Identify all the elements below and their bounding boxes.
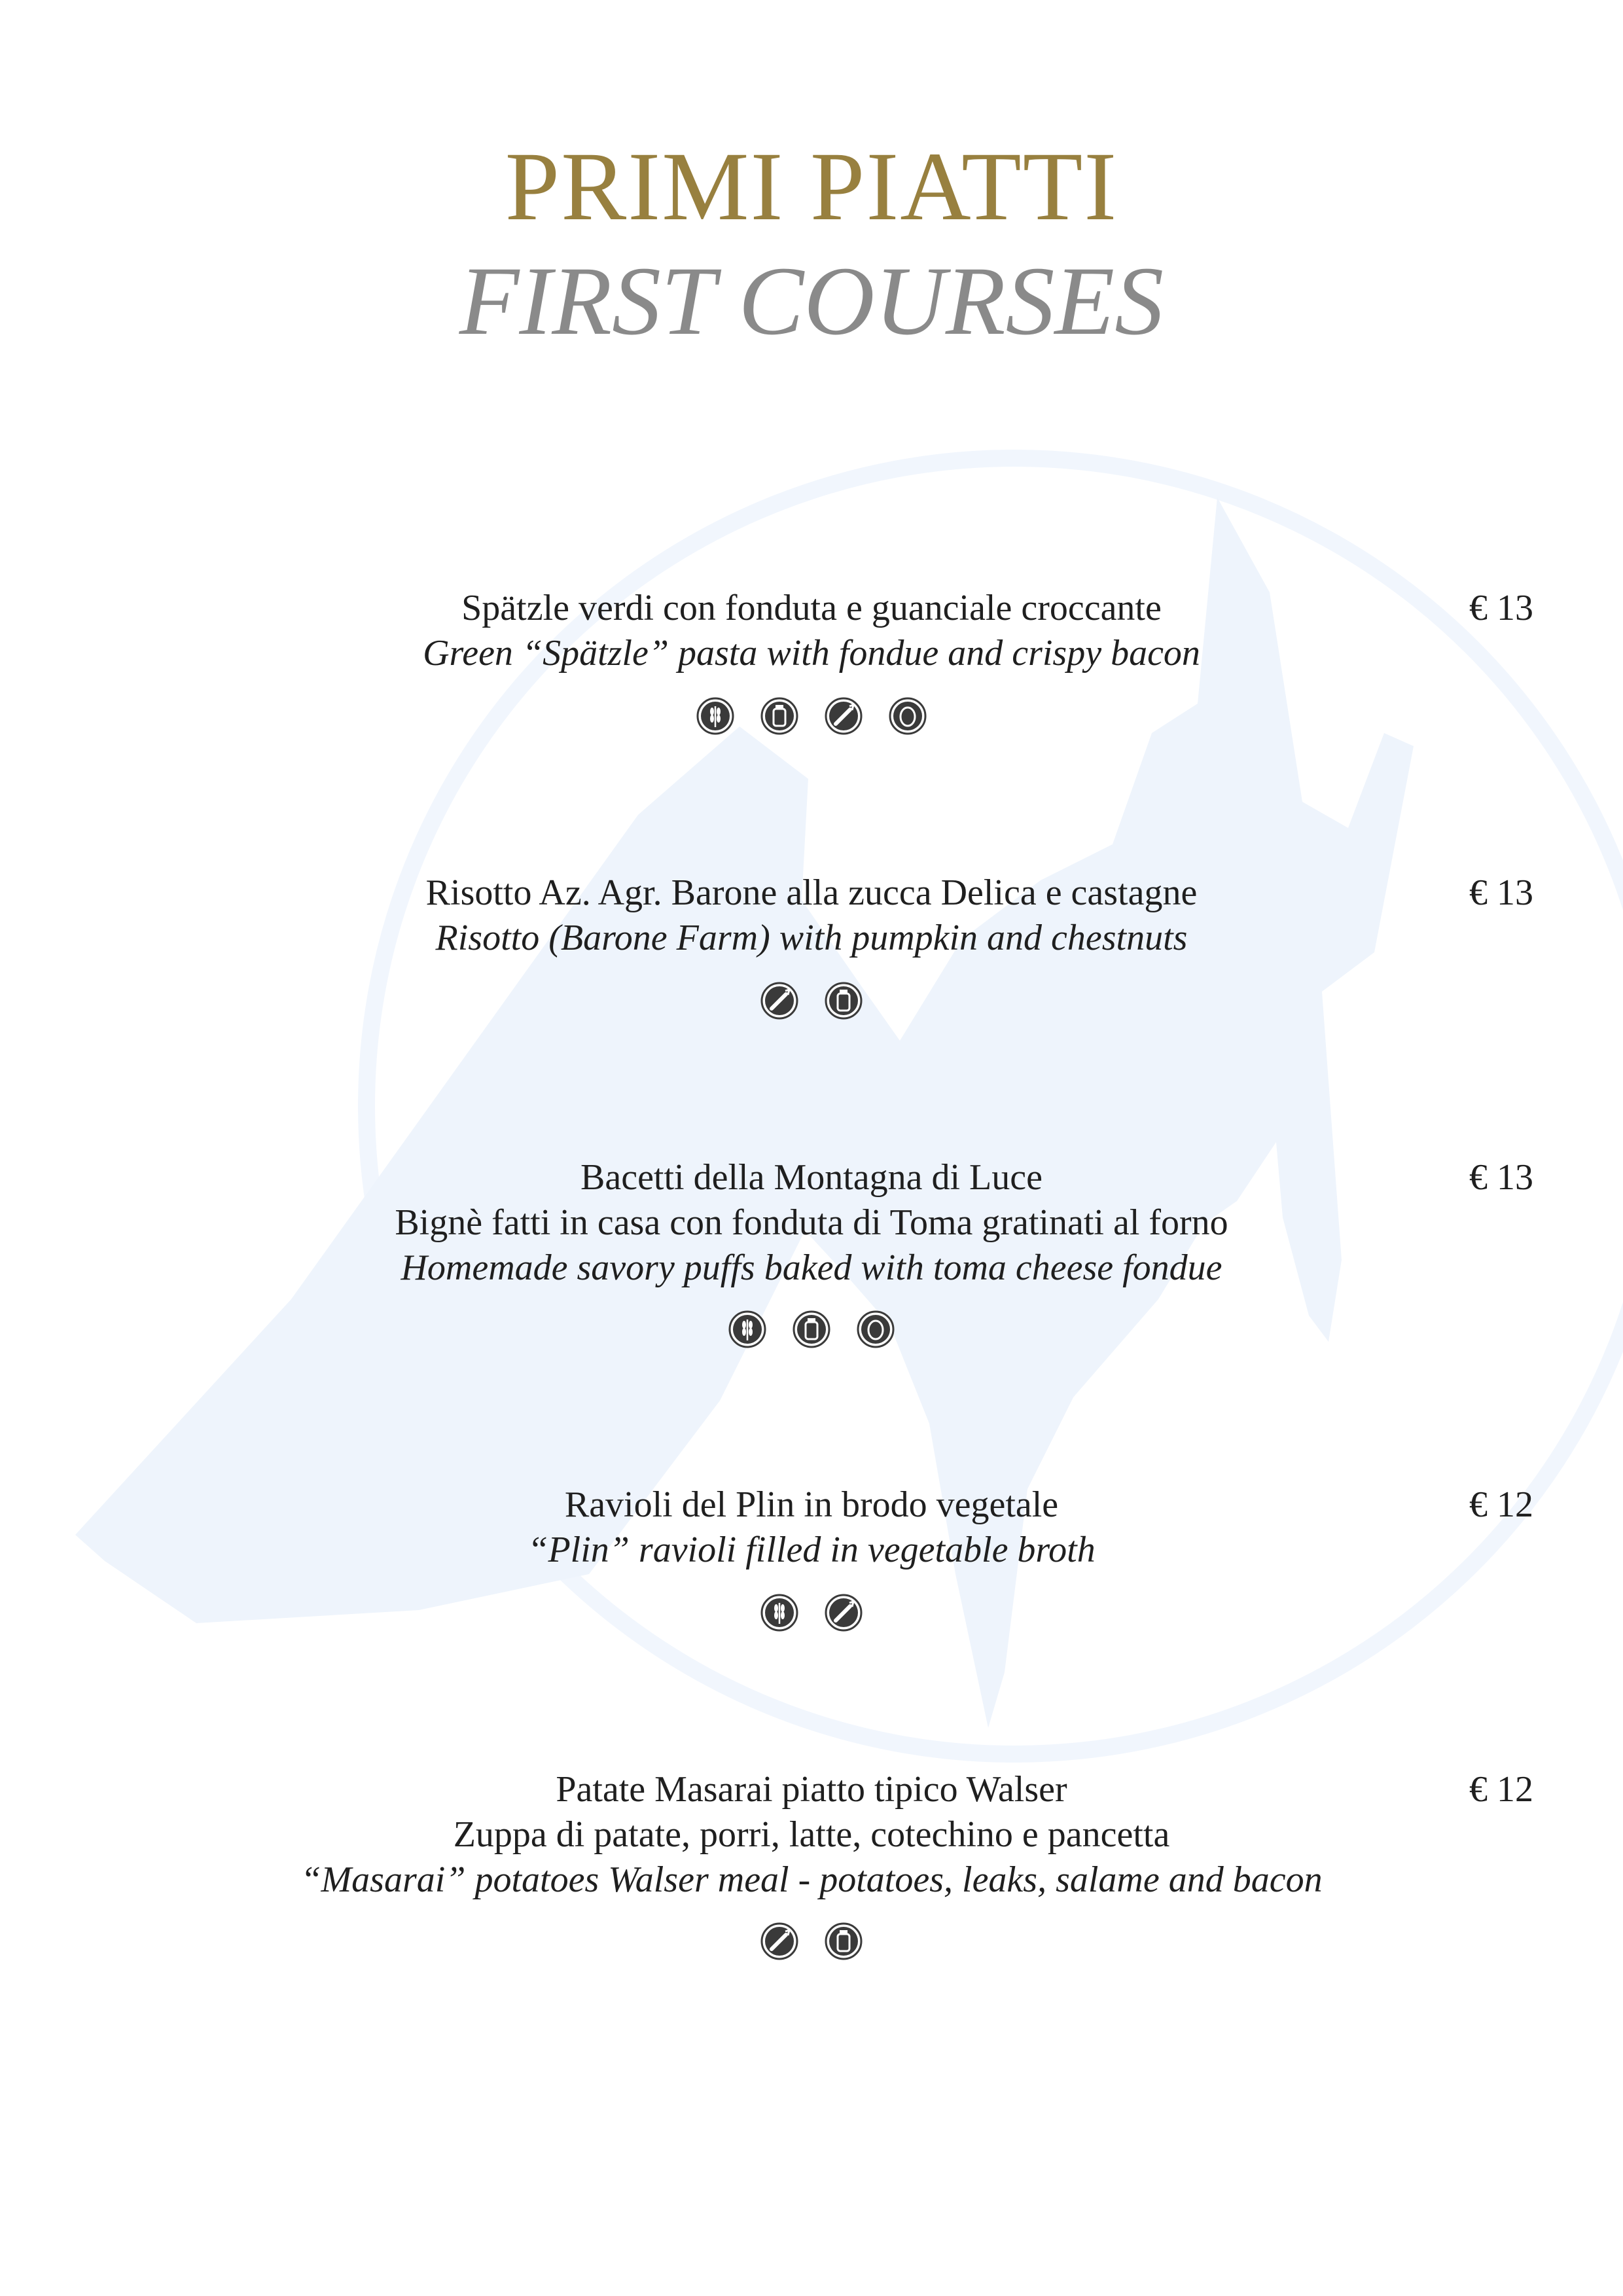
dish-price: € 13 bbox=[1469, 588, 1533, 628]
dish-name: Patate Masarai piatto tipico Walser bbox=[556, 1769, 1067, 1810]
gluten-icon bbox=[760, 1594, 798, 1632]
celery-icon bbox=[760, 982, 798, 1020]
celery-icon bbox=[825, 697, 863, 735]
dish-description-en: Homemade savory puffs baked with toma cheese fondue bbox=[401, 1247, 1222, 1288]
egg-icon bbox=[857, 1310, 895, 1348]
dish-price: € 12 bbox=[1469, 1484, 1533, 1525]
menu-title bbox=[0, 131, 1623, 360]
gluten-icon bbox=[728, 1310, 766, 1348]
allergen-icons bbox=[0, 1922, 1623, 1960]
dish-price: € 13 bbox=[1469, 872, 1533, 913]
milk-icon bbox=[825, 982, 863, 1020]
allergen-icons bbox=[0, 982, 1623, 1020]
milk-icon bbox=[760, 697, 798, 735]
egg-icon bbox=[889, 697, 927, 735]
dish-name: Spätzle verdi con fonduta e guanciale croccante bbox=[461, 588, 1162, 628]
dish-name: Ravioli del Plin in brodo vegetale bbox=[564, 1484, 1059, 1525]
title-italian: PRIMI PIATTI bbox=[505, 132, 1118, 241]
milk-icon bbox=[793, 1310, 830, 1348]
celery-icon bbox=[825, 1594, 863, 1632]
dish-description-it: Bignè fatti in casa con fonduta di Toma gratinati al forno bbox=[395, 1202, 1228, 1243]
dish-description-en: “Masarai” potatoes Walser meal - potatoes, leaks, salame and bacon bbox=[300, 1859, 1323, 1900]
dish-description-en: Risotto (Barone Farm) with pumpkin and chestnuts bbox=[435, 918, 1188, 958]
dish-price: € 12 bbox=[1469, 1769, 1533, 1810]
dish-description-en: Green “Spätzle” pasta with fondue and crispy bacon bbox=[423, 633, 1200, 673]
allergen-icons bbox=[0, 1594, 1623, 1632]
dish-description-it: Zuppa di patate, porri, latte, cotechino e pancetta bbox=[453, 1814, 1170, 1855]
dish-description-en: “Plin” ravioli filled in vegetable broth bbox=[527, 1530, 1096, 1570]
celery-icon bbox=[760, 1922, 798, 1960]
dish-name: Risotto Az. Agr. Barone alla zucca Delica e castagne bbox=[425, 872, 1198, 913]
title-english: FIRST COURSES bbox=[459, 247, 1164, 355]
dish-price: € 13 bbox=[1469, 1157, 1533, 1198]
milk-icon bbox=[825, 1922, 863, 1960]
gluten-icon bbox=[696, 697, 734, 735]
allergen-icons bbox=[0, 1310, 1623, 1348]
dish-name: Bacetti della Montagna di Luce bbox=[580, 1157, 1043, 1198]
allergen-icons bbox=[0, 697, 1623, 735]
